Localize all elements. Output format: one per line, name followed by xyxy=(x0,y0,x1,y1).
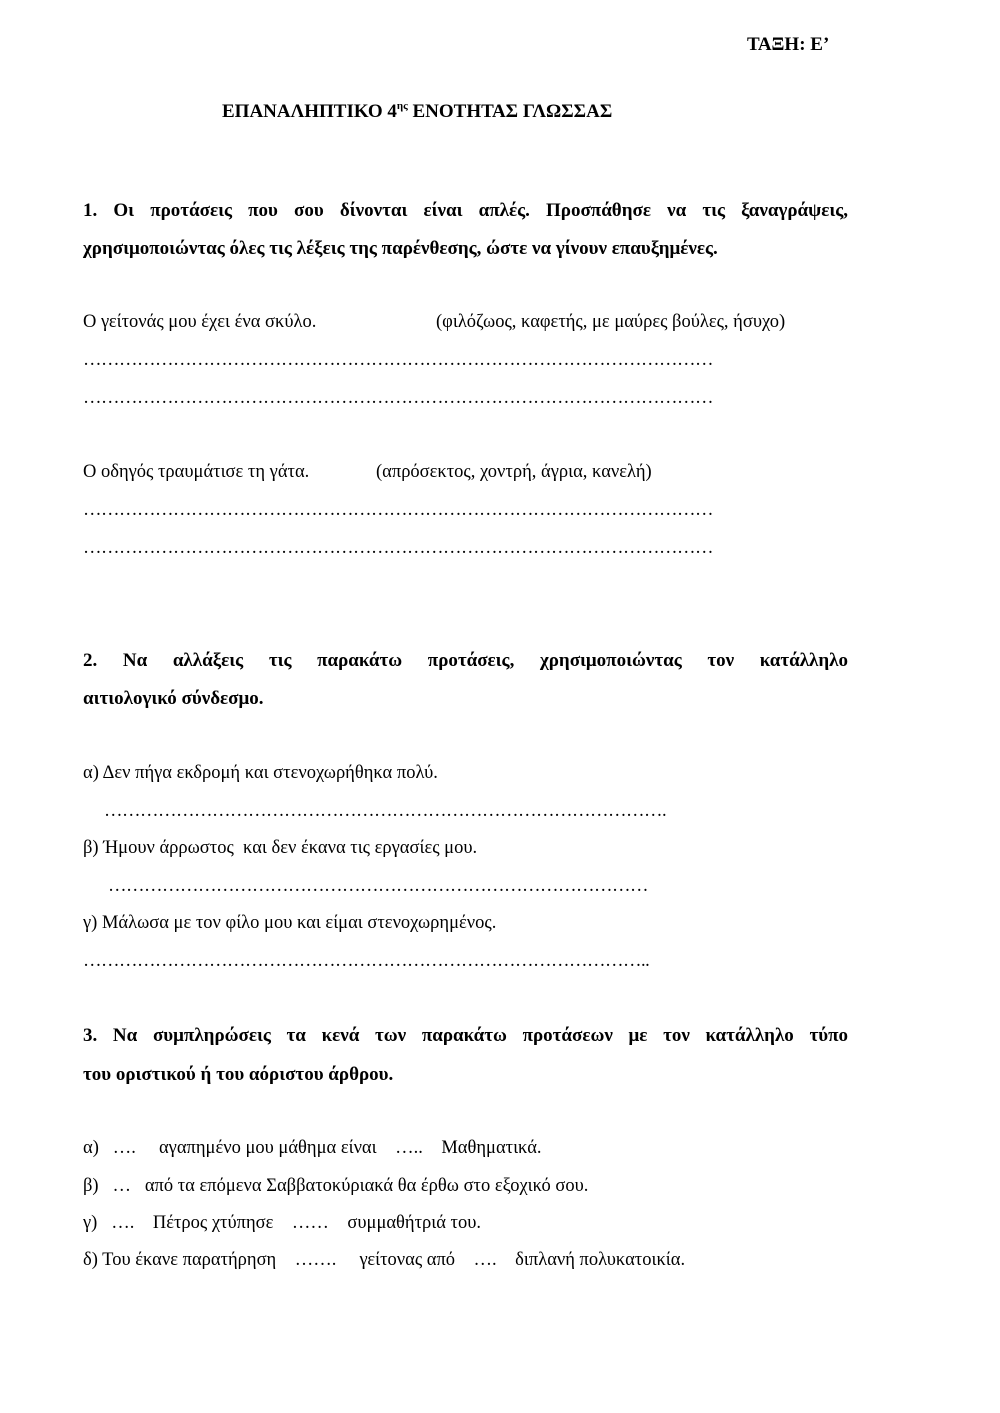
ex3-item-d: δ) Του έκανε παρατήρηση ……. γείτονας από …. διπλανή πολυκατοικία. xyxy=(83,1250,686,1270)
page-title-superscript: ης xyxy=(396,100,408,112)
ex2-instruction-line2: αιτιολογικό σύνδεσμο. xyxy=(83,688,264,709)
class-label: ΤΑΞΗ: Ε’ xyxy=(747,34,830,55)
ex1-item2-answer-line2[interactable]: …………………………………………………………………………………………… xyxy=(83,539,713,558)
page-title xyxy=(222,101,612,121)
ex1-item2-answer-line1[interactable]: …………………………………………………………………………………………… xyxy=(83,501,713,520)
ex1-item1-words: (φιλόζωος, καφετής, με μαύρες βούλες, ήσυχο) xyxy=(436,312,786,332)
ex1-instruction-line1: 1. Οι προτάσεις που σου δίνονται είναι απλές. Προσπάθησε να τις ξαναγράψεις, xyxy=(83,200,848,221)
ex2-item-a-sentence: α) Δεν πήγα εκδρομή και στενοχωρήθηκα πολύ. xyxy=(83,763,438,783)
ex3-instruction-line2: του οριστικού ή του αόριστου άρθρου. xyxy=(83,1064,394,1085)
ex1-item1-answer-line1[interactable]: …………………………………………………………………………………………… xyxy=(83,351,713,370)
ex1-instruction-line2: χρησιμοποιώντας όλες τις λέξεις της παρένθεσης, ώστε να γίνουν επαυξημένες. xyxy=(83,238,718,259)
ex3-item-c: γ) …. Πέτρος χτύπησε …… συμμαθήτριά του. xyxy=(83,1213,482,1233)
ex2-item-b-sentence: β) Ήμουν άρρωστος και δεν έκανα τις εργασίες μου. xyxy=(83,838,478,858)
ex3-item-b: β) … από τα επόμενα Σαββατοκύριακά θα έρθω στο εξοχικό σου. xyxy=(83,1176,589,1196)
ex2-instruction-line1: 2. Να αλλάξεις τις παρακάτω προτάσεις, χρησιμοποιώντας τον κατάλληλο xyxy=(83,650,848,671)
page-title-rest: ΕΝΟΤΗΤΑΣ ΓΛΩΣΣΑΣ xyxy=(407,101,613,122)
ex1-item2-sentence: Ο οδηγός τραυμάτισε τη γάτα. xyxy=(83,462,310,482)
ex1-item1-sentence: Ο γείτονάς μου έχει ένα σκύλο. xyxy=(83,312,317,332)
ex2-item-a-answer[interactable]: …………………………………………………………………………………. xyxy=(104,802,667,821)
ex2-item-b-answer[interactable]: ……………………………………………………………………………… xyxy=(108,877,648,896)
ex2-item-c-sentence: γ) Μάλωσα με τον φίλο μου και είμαι στενοχωρημένος. xyxy=(83,913,497,933)
ex1-item2-words: (απρόσεκτος, χοντρή, άγρια, κανελή) xyxy=(376,462,652,482)
ex1-item1-answer-line2[interactable]: …………………………………………………………………………………………… xyxy=(83,389,713,408)
ex3-item-a: α) …. αγαπημένο μου μάθημα είναι ….. Μαθηματικά. xyxy=(83,1138,542,1158)
page-title-main: ΕΠΑΝΑΛΗΠΤΙΚΟ 4 xyxy=(222,101,397,122)
ex3-instruction-line1: 3. Να συμπληρώσεις τα κενά των παρακάτω προτάσεων με τον κατάλληλο τύπο xyxy=(83,1025,848,1046)
ex2-item-c-answer[interactable]: ………………………………………………………………………………….. xyxy=(83,952,650,971)
